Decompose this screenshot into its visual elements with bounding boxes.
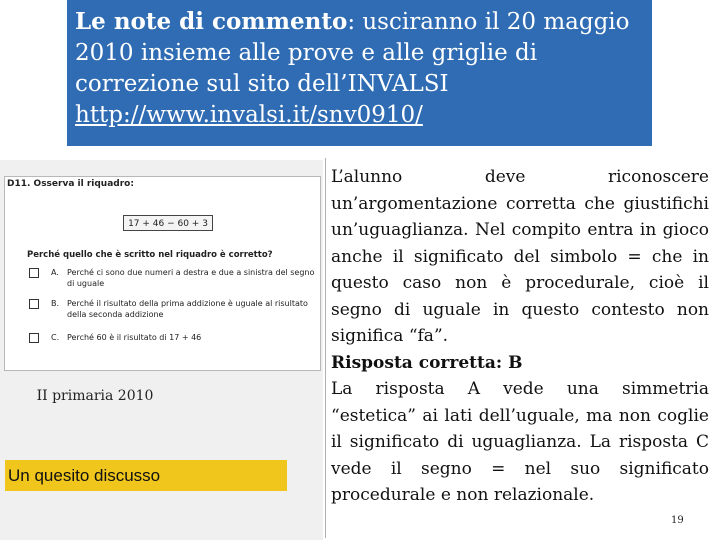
option-letter: C. xyxy=(51,333,60,342)
checkbox-icon xyxy=(29,268,39,278)
commentary-paragraph-2: La risposta A vede una simmetria “estetica” ai lati dell’uguale, ma non coglie il significato di uguaglianza. La risposta C vede il segno = nel suo significato procedurale e non relazionale. xyxy=(331,379,709,505)
page-number: 19 xyxy=(671,515,684,526)
discussed-label: Un quesito discusso xyxy=(5,460,287,491)
header-banner xyxy=(67,0,652,146)
correct-answer: Risposta corretta: B xyxy=(331,352,523,373)
header-title-rest: : usciranno il 20 maggio 2010 insieme alle prove e alle griglie di correzione sul sito dell’INVALSI xyxy=(75,9,630,97)
caption: II primaria 2010 xyxy=(36,388,154,404)
commentary-paragraph-1: L’alunno deve riconoscere un’argomentazione corretta che giustifichi un’uguaglianza. Nel compito entra in gioco anche il significato del simbolo = che in questo caso non è procedurale, cioè il segno di uguale in questo contesto non significa “fa”. xyxy=(331,167,709,346)
option-letter: B. xyxy=(51,299,60,308)
header-title-bold: Le note di commento xyxy=(75,8,348,35)
option-text: Perché il risultato della prima addizione è uguale al risultato della seconda addizione xyxy=(67,299,308,319)
question-expression-box: 17 + 46 − 60 + 3 xyxy=(123,215,213,231)
question-prompt: Perché quello che è scritto nel riquadro è corretto? xyxy=(27,250,273,260)
commentary-text xyxy=(331,164,709,509)
option-text: Perché ci sono due numeri a destra e due a sinistra del segno di uguale xyxy=(67,268,315,288)
checkbox-icon xyxy=(29,299,39,309)
option-text: Perché 60 è il risultato di 17 + 46 xyxy=(67,333,202,342)
question-title: D11. Osserva il riquadro: xyxy=(7,179,134,189)
invalsi-link[interactable]: http://www.invalsi.it/snv0910/ xyxy=(75,102,423,128)
question-card xyxy=(4,176,321,371)
option-letter: A. xyxy=(51,268,59,277)
checkbox-icon xyxy=(29,333,39,343)
